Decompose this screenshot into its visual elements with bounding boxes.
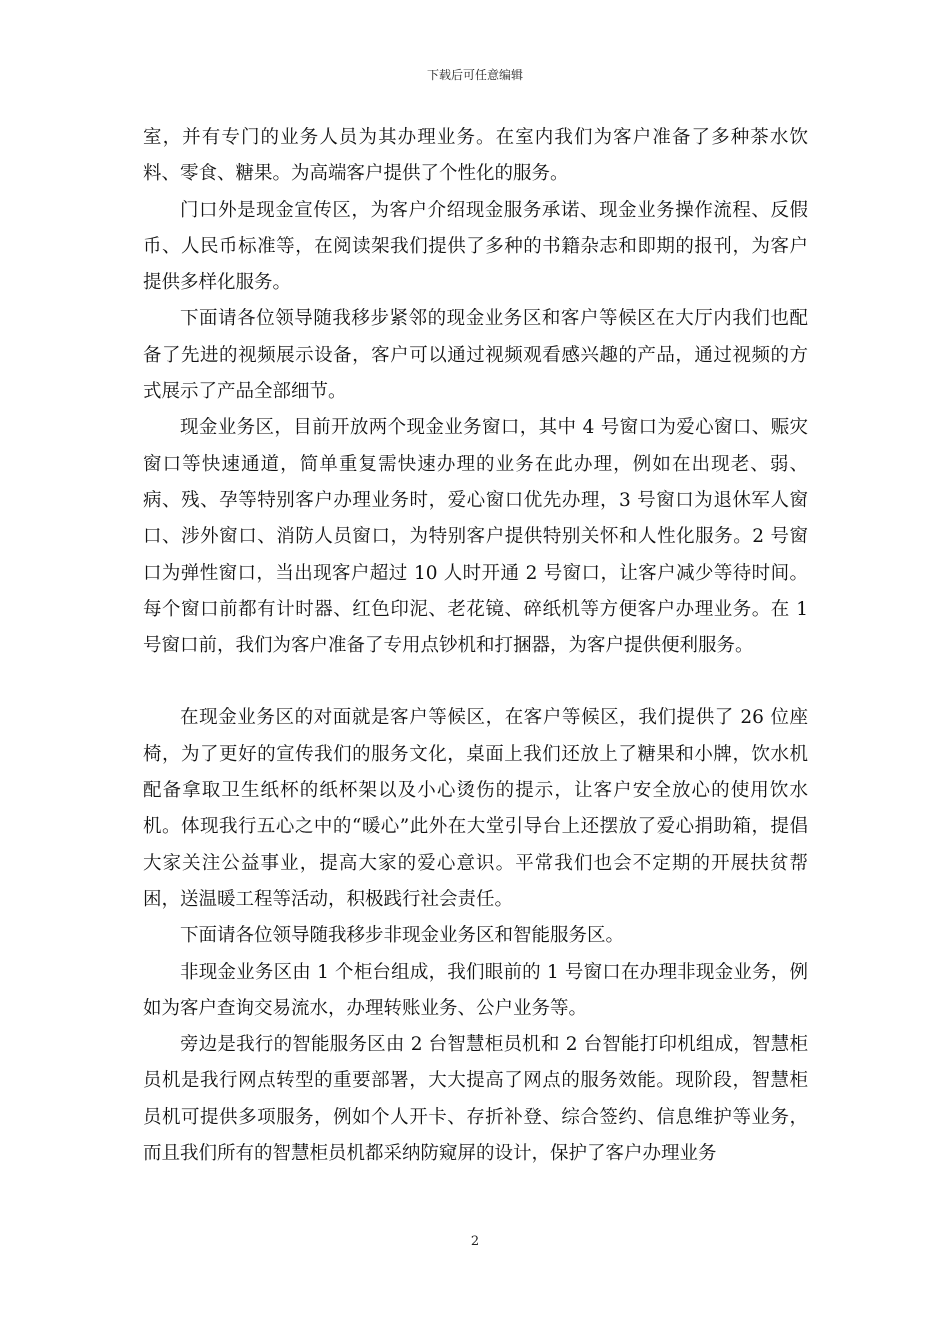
paragraph-noncash-counter: 非现金业务区由 1 个柜台组成，我们眼前的 1 号窗口在办理非现金业务，例如为客户查询交易流水，办理转账业务、公户业务等。 [143, 961, 808, 1019]
paragraph-cash-promo-area: 门口外是现金宣传区，为客户介绍现金服务承诺、现金业务操作流程、反假币、人民币标准等，在阅读架我们提供了多种的书籍杂志和即期的报刊，为客户提供多样化服务。 [143, 199, 808, 294]
paragraph-cash-windows: 现金业务区，目前开放两个现金业务窗口，其中 4 号窗口为爱心窗口、赈灾窗口等快速通道，简单重复需快速办理的业务在此办理，例如在出现老、弱、病、残、孕等特别客户办理业务时，爱心窗口优先办理，3 号窗口为退休军人窗口、涉外窗口、消防人员窗口，为特别客户提供特别关怀和人性化服务。2 号窗口为弹性窗口，当出现客户超过 10 人时开通 2 号窗口，让客户减少等待时间。每个窗口前都有计时器、红色印泥、老花镜、碎纸机等方便客户办理业务。在 1 号窗口前，我们为客户准备了专用点钞机和打捆器，为客户提供便利服务。 [143, 417, 808, 657]
paragraph-video-display: 下面请各位领导随我移步紧邻的现金业务区和客户等候区在大厅内我们也配备了先进的视频展示设备，客户可以通过视频观看感兴趣的产品，通过视频的方式展示了产品全部细节。 [143, 308, 808, 403]
page-header: 下载后可任意编辑 [426, 68, 523, 82]
paragraph-waiting-area: 在现金业务区的对面就是客户等候区，在客户等候区，我们提供了 26 位座椅，为了更好的宣传我们的服务文化，桌面上我们还放上了糖果和小牌，饮水机配备拿取卫生纸杯的纸杯架以及小心烫伤的提示，让客户安全放心的使用饮水机。体现我行五心之中的“暖心”此外在大堂引导台上还摆放了爱心捐助箱，提倡大家关注公益事业，提高大家的爱心意识。平常我们也会不定期的开展扶贫帮困，送温暖工程等活动，积极践行社会责任。 [143, 707, 808, 910]
paragraph-smart-service: 旁边是我行的智能服务区由 2 台智慧柜员机和 2 台智能打印机组成，智慧柜员机是我行网点转型的重要部署，大大提高了网点的服务效能。现阶段，智慧柜员机可提供多项服务，例如个人开卡、存折补登、综合签约、信息维护等业务，而且我们所有的智慧柜员机都采纳防窥屏的设计，保护了客户办理业务 [143, 1034, 808, 1165]
page-number: 2 [470, 1234, 480, 1249]
paragraph-noncash-intro: 下面请各位领导随我移步非现金业务区和智能服务区。 [180, 925, 625, 947]
paragraph-continued: 室，并有专门的业务人员为其办理业务。在室内我们为客户准备了多种茶水饮料、零食、糖果。为高端客户提供了个性化的服务。 [143, 127, 808, 185]
document-body [143, 120, 808, 1172]
